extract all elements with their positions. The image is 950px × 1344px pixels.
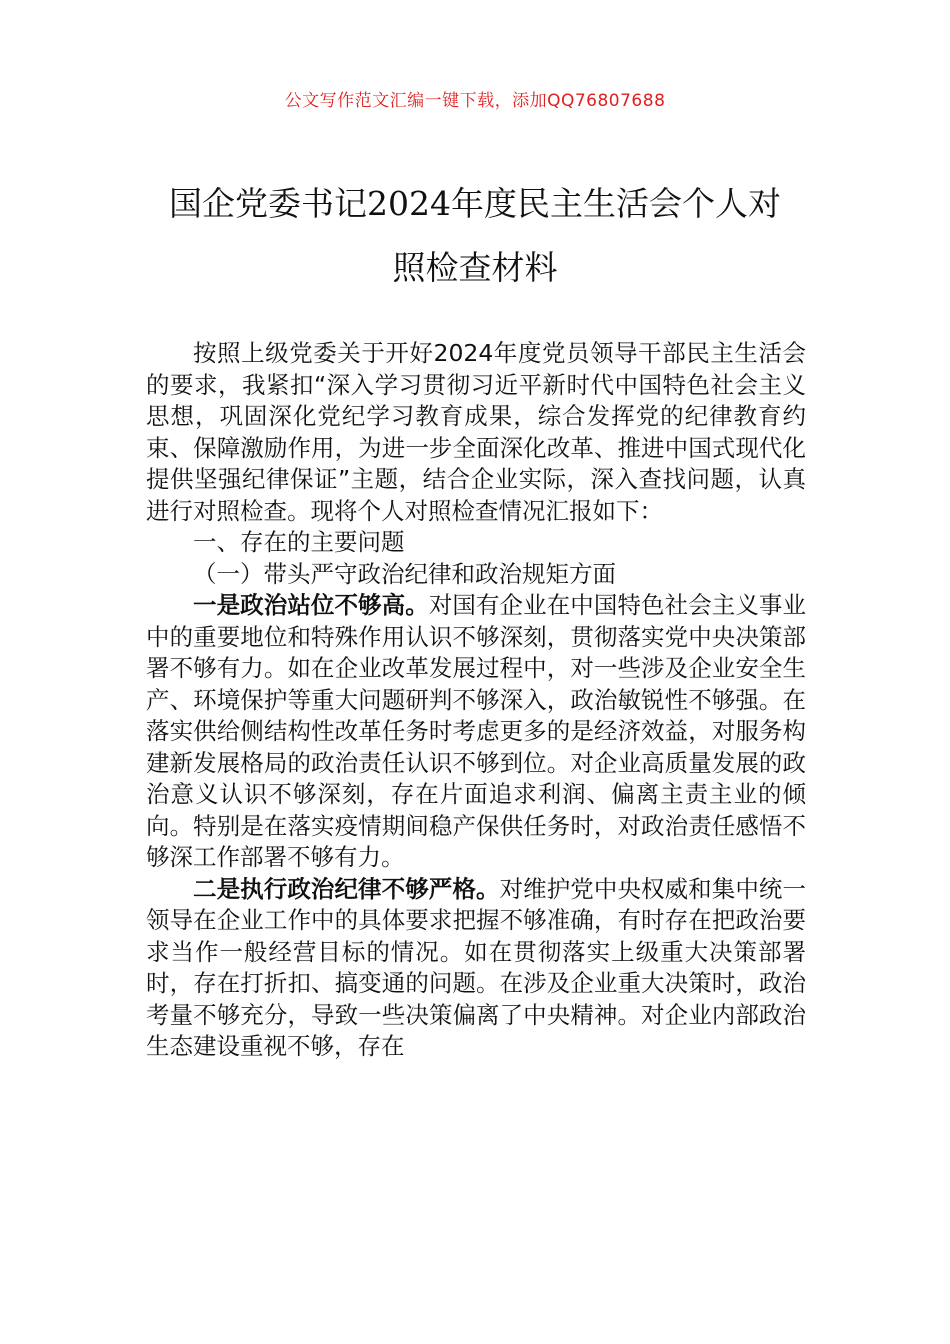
point-1-text: 对国有企业在中国特色社会主义事业中的重要地位和特殊作用认识不够深刻，贯彻落实党中央决策部署不够有力。如在企业改革发展过程中，对一些涉及企业安全生产、环境保护等重大问题研判不够深入，政治敏锐性不够强。在落实供给侧结构性改革任务时考虑更多的是经济效益，对服务构建新发展格局的政治责任认识不够到位。对企业高质量发展的政治意义认识不够深刻，存在片面追求利润、偏离主责主业的倾向。特别是在落实疫情期间稳产保供任务时，对政治责任感悟不够深工作部署不够有力。	[146, 591, 807, 871]
point-2-paragraph	[146, 874, 806, 1063]
point-1-lead: 一是政治站位不够高。	[193, 591, 429, 619]
point-1-paragraph	[146, 590, 806, 874]
download-promo-note: 公文写作范文汇编一键下载，添加QQ76807688	[284, 91, 666, 111]
subsection-heading: （一）带头严守政治纪律和政治规矩方面	[193, 559, 616, 588]
point-2-lead: 二是执行政治纪律不够严格。	[193, 874, 500, 903]
intro-paragraph: 按照上级党委关于开好2024年度党员领导干部民主生活会的要求，我紧扣“深入学习贯彻习近平新时代中国特色社会主义思想，巩固深化党纪学习教育成果，综合发挥党的纪律教育约束、保障激励作用，为进一步全面深化改革、推进中国式现代化提供坚强纪律保证”主题，结合企业实际，深入查找问题，认真进行对照检查。现将个人对照检查情况汇报如下：	[146, 339, 806, 525]
section-heading: 一、存在的主要问题	[193, 528, 405, 556]
title-line-1: 国企党委书记2024年度民主生活会个人对	[169, 184, 781, 223]
document-title	[100, 172, 850, 300]
title-line-2: 照检查材料	[392, 248, 558, 287]
point-2-text: 对维护党中央权威和集中统一领导在企业工作中的具体要求把握不够准确，有时存在把政治要求当作一般经营目标的情况。如在贯彻落实上级重大决策部署时，存在打折扣、搞变通的问题。在涉及企业重大决策时，政治考量不够充分，导致一些决策偏离了中央精神。对企业内部政治生态建设重视不够，存在	[146, 874, 807, 1060]
document-body	[146, 338, 806, 1063]
